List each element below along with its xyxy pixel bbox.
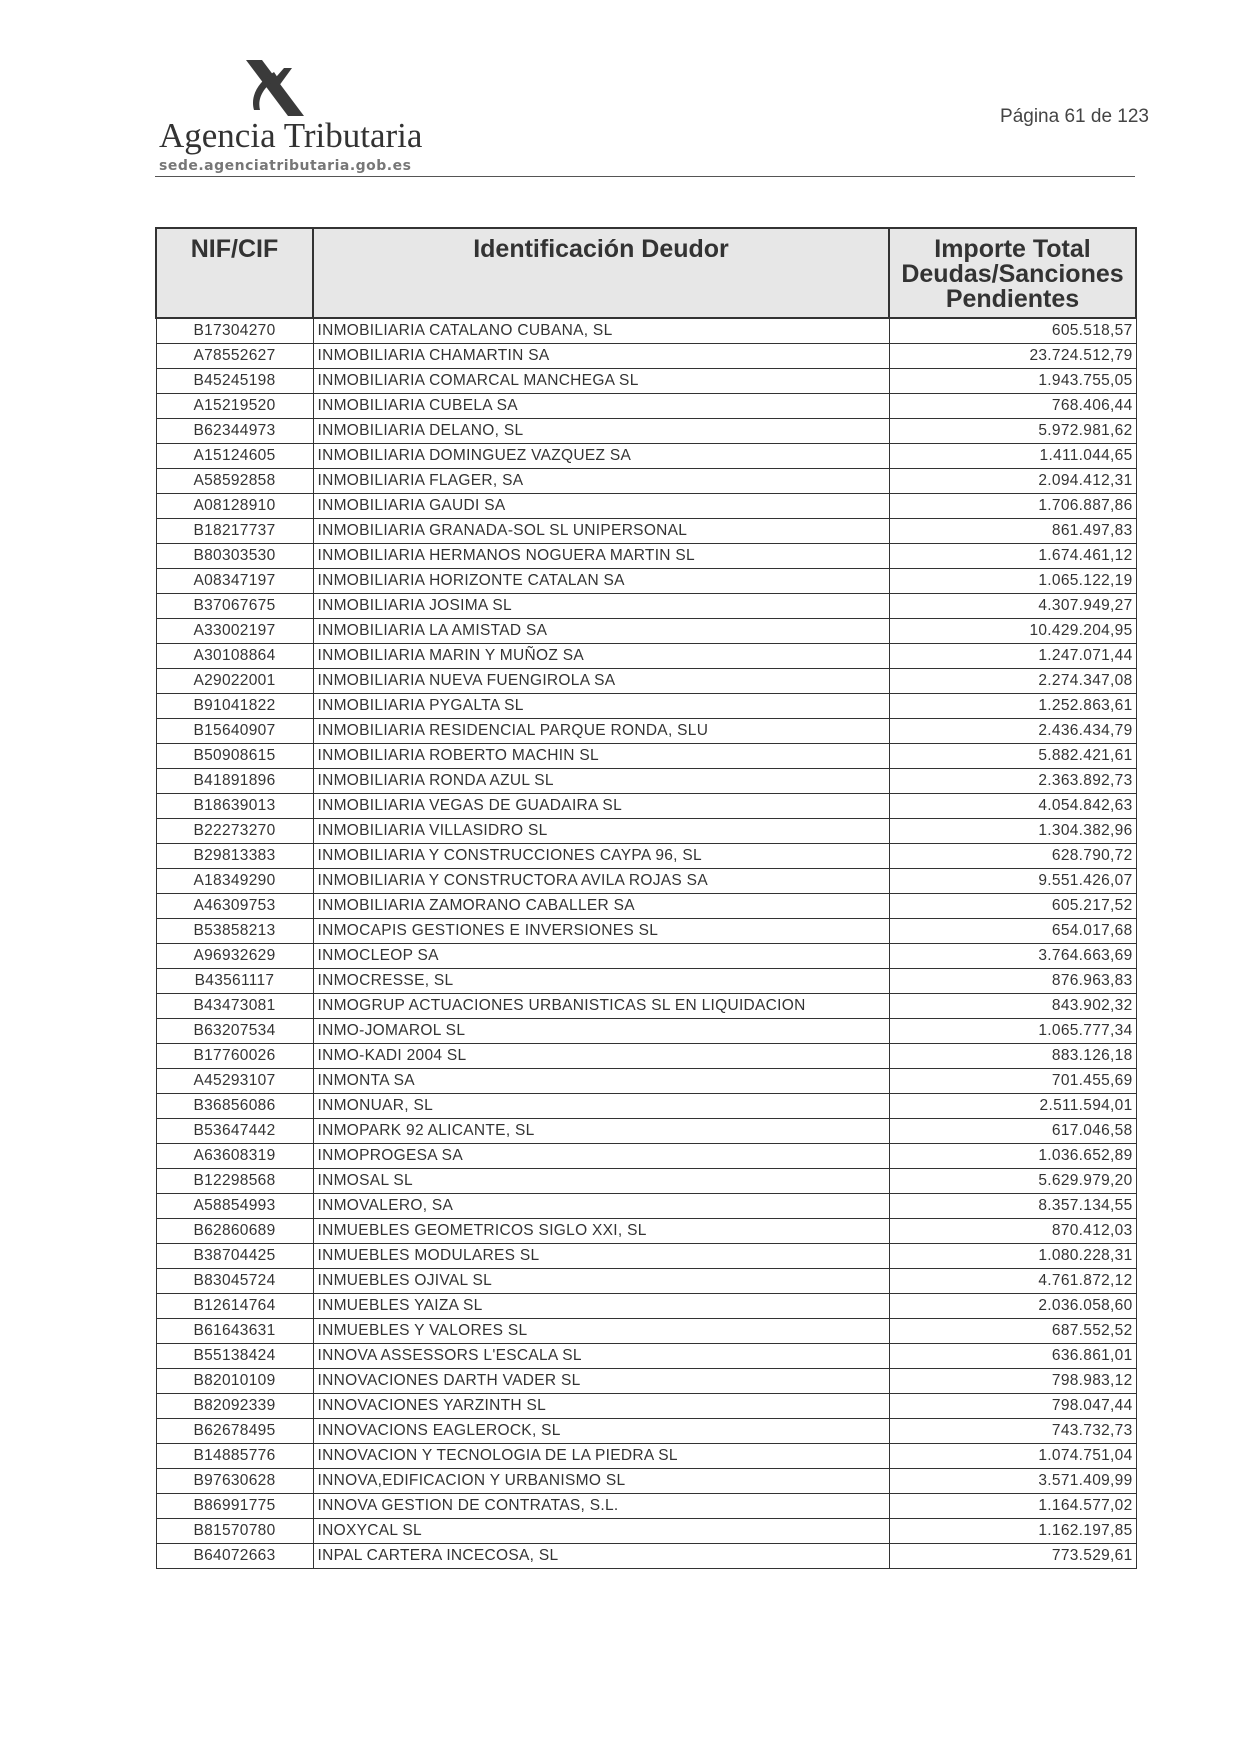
nif-cell: B37067675 xyxy=(156,594,313,619)
debtor-name-cell: INMOBILIARIA GRANADA-SOL SL UNIPERSONAL xyxy=(313,519,889,544)
table-row xyxy=(156,1069,1136,1094)
debtor-name-cell: INOXYCAL SL xyxy=(313,1519,889,1544)
nif-cell: A15124605 xyxy=(156,444,313,469)
column-header-debtor: Identificación Deudor xyxy=(313,228,889,318)
debtor-name-cell: INMO-JOMAROL SL xyxy=(313,1019,889,1044)
table-row xyxy=(156,694,1136,719)
table-row xyxy=(156,1194,1136,1219)
table-row xyxy=(156,1369,1136,1394)
table-row xyxy=(156,1244,1136,1269)
amount-cell: 1.304.382,96 xyxy=(889,819,1136,844)
debtor-name-cell: INMUEBLES Y VALORES SL xyxy=(313,1319,889,1344)
debtor-name-cell: INMOBILIARIA MARIN Y MUÑOZ SA xyxy=(313,644,889,669)
table-row xyxy=(156,1469,1136,1494)
table-row xyxy=(156,1019,1136,1044)
table-row xyxy=(156,744,1136,769)
amount-cell: 876.963,83 xyxy=(889,969,1136,994)
debtor-name-cell: INMONTA SA xyxy=(313,1069,889,1094)
debtor-name-cell: INMOBILIARIA NUEVA FUENGIROLA SA xyxy=(313,669,889,694)
nif-cell: B17304270 xyxy=(156,318,313,344)
table-row xyxy=(156,1494,1136,1519)
page-header xyxy=(155,60,1149,178)
nif-cell: B62860689 xyxy=(156,1219,313,1244)
debtor-name-cell: INPAL CARTERA INCECOSA, SL xyxy=(313,1544,889,1569)
column-header-nif: NIF/CIF xyxy=(156,228,313,318)
amount-cell: 1.162.197,85 xyxy=(889,1519,1136,1544)
table-row xyxy=(156,519,1136,544)
debtor-name-cell: INMOBILIARIA DOMINGUEZ VAZQUEZ SA xyxy=(313,444,889,469)
amount-cell: 870.412,03 xyxy=(889,1219,1136,1244)
nif-cell: B17760026 xyxy=(156,1044,313,1069)
nif-cell: B18217737 xyxy=(156,519,313,544)
debtor-name-cell: INMOBILIARIA HERMANOS NOGUERA MARTIN SL xyxy=(313,544,889,569)
amount-cell: 4.054.842,63 xyxy=(889,794,1136,819)
amount-cell: 2.274.347,08 xyxy=(889,669,1136,694)
agencia-tributaria-logo-icon xyxy=(240,60,310,118)
amount-cell: 23.724.512,79 xyxy=(889,344,1136,369)
table-row xyxy=(156,769,1136,794)
debtor-name-cell: INMOCAPIS GESTIONES E INVERSIONES SL xyxy=(313,919,889,944)
amount-cell: 4.761.872,12 xyxy=(889,1269,1136,1294)
nif-cell: B18639013 xyxy=(156,794,313,819)
debtor-name-cell: INMOBILIARIA CHAMARTIN SA xyxy=(313,344,889,369)
amount-cell: 628.790,72 xyxy=(889,844,1136,869)
debtor-name-cell: INMUEBLES MODULARES SL xyxy=(313,1244,889,1269)
amount-cell: 654.017,68 xyxy=(889,919,1136,944)
debtor-name-cell: INMOCLEOP SA xyxy=(313,944,889,969)
amount-cell: 1.065.122,19 xyxy=(889,569,1136,594)
nif-cell: A45293107 xyxy=(156,1069,313,1094)
table-row xyxy=(156,1344,1136,1369)
nif-cell: B50908615 xyxy=(156,744,313,769)
amount-cell: 3.571.409,99 xyxy=(889,1469,1136,1494)
nif-cell: B83045724 xyxy=(156,1269,313,1294)
nif-cell: B12298568 xyxy=(156,1169,313,1194)
nif-cell: B64072663 xyxy=(156,1544,313,1569)
amount-cell: 701.455,69 xyxy=(889,1069,1136,1094)
amount-cell: 1.943.755,05 xyxy=(889,369,1136,394)
debtor-name-cell: INMOBILIARIA LA AMISTAD SA xyxy=(313,619,889,644)
logo-url: sede.agenciatributaria.gob.es xyxy=(159,158,412,174)
header-divider xyxy=(155,176,1135,177)
nif-cell: B38704425 xyxy=(156,1244,313,1269)
debtor-name-cell: INNOVACIONS EAGLEROCK, SL xyxy=(313,1419,889,1444)
debtor-name-cell: INMOBILIARIA ROBERTO MACHIN SL xyxy=(313,744,889,769)
nif-cell: B15640907 xyxy=(156,719,313,744)
amount-cell: 1.074.751,04 xyxy=(889,1444,1136,1469)
debtor-name-cell: INMOVALERO, SA xyxy=(313,1194,889,1219)
nif-cell: A15219520 xyxy=(156,394,313,419)
amount-cell: 605.518,57 xyxy=(889,318,1136,344)
debtor-name-cell: INMOGRUP ACTUACIONES URBANISTICAS SL EN LIQUIDACION xyxy=(313,994,889,1019)
amount-cell: 5.972.981,62 xyxy=(889,419,1136,444)
amount-cell: 743.732,73 xyxy=(889,1419,1136,1444)
debtor-name-cell: INMOBILIARIA VILLASIDRO SL xyxy=(313,819,889,844)
table-row xyxy=(156,1094,1136,1119)
nif-cell: A58592858 xyxy=(156,469,313,494)
amount-cell: 861.497,83 xyxy=(889,519,1136,544)
table-row xyxy=(156,569,1136,594)
amount-cell: 687.552,52 xyxy=(889,1319,1136,1344)
table-row xyxy=(156,719,1136,744)
debtor-name-cell: INMOBILIARIA HORIZONTE CATALAN SA xyxy=(313,569,889,594)
nif-cell: B82010109 xyxy=(156,1369,313,1394)
nif-cell: B97630628 xyxy=(156,1469,313,1494)
amount-cell: 798.047,44 xyxy=(889,1394,1136,1419)
nif-cell: B81570780 xyxy=(156,1519,313,1544)
table-row xyxy=(156,594,1136,619)
table-header-row xyxy=(156,228,1136,318)
amount-cell: 1.247.071,44 xyxy=(889,644,1136,669)
table-row xyxy=(156,1519,1136,1544)
table-row xyxy=(156,619,1136,644)
debtor-name-cell: INMOBILIARIA GAUDI SA xyxy=(313,494,889,519)
table-row xyxy=(156,394,1136,419)
nif-cell: A29022001 xyxy=(156,669,313,694)
debtor-name-cell: INMOBILIARIA CUBELA SA xyxy=(313,394,889,419)
table-row xyxy=(156,819,1136,844)
amount-cell: 2.036.058,60 xyxy=(889,1294,1136,1319)
debtor-name-cell: INMUEBLES GEOMETRICOS SIGLO XXI, SL xyxy=(313,1219,889,1244)
debtor-name-cell: INMOPARK 92 ALICANTE, SL xyxy=(313,1119,889,1144)
amount-cell: 2.436.434,79 xyxy=(889,719,1136,744)
table-row xyxy=(156,1119,1136,1144)
nif-cell: B43473081 xyxy=(156,994,313,1019)
amount-cell: 798.983,12 xyxy=(889,1369,1136,1394)
nif-cell: B12614764 xyxy=(156,1294,313,1319)
logo-text: Agencia Tributaria xyxy=(159,116,423,155)
table-row xyxy=(156,1044,1136,1069)
page-number: Página 61 de 123 xyxy=(1000,106,1149,127)
debtor-name-cell: INNOVA ASSESSORS L'ESCALA SL xyxy=(313,1344,889,1369)
nif-cell: A08128910 xyxy=(156,494,313,519)
amount-cell: 8.357.134,55 xyxy=(889,1194,1136,1219)
nif-cell: B53647442 xyxy=(156,1119,313,1144)
table-row xyxy=(156,1444,1136,1469)
table-row xyxy=(156,969,1136,994)
table-row xyxy=(156,794,1136,819)
nif-cell: B41891896 xyxy=(156,769,313,794)
amount-cell: 3.764.663,69 xyxy=(889,944,1136,969)
table-row xyxy=(156,919,1136,944)
nif-cell: A30108864 xyxy=(156,644,313,669)
table-row xyxy=(156,1294,1136,1319)
table-row xyxy=(156,444,1136,469)
nif-cell: B22273270 xyxy=(156,819,313,844)
nif-cell: B45245198 xyxy=(156,369,313,394)
nif-cell: B55138424 xyxy=(156,1344,313,1369)
debtor-name-cell: INMUEBLES OJIVAL SL xyxy=(313,1269,889,1294)
nif-cell: B91041822 xyxy=(156,694,313,719)
nif-cell: A63608319 xyxy=(156,1144,313,1169)
debtor-name-cell: INNOVA,EDIFICACION Y URBANISMO SL xyxy=(313,1469,889,1494)
nif-cell: B86991775 xyxy=(156,1494,313,1519)
nif-cell: B80303530 xyxy=(156,544,313,569)
table-row xyxy=(156,944,1136,969)
debtor-name-cell: INMOBILIARIA ZAMORANO CABALLER SA xyxy=(313,894,889,919)
debtor-name-cell: INMO-KADI 2004 SL xyxy=(313,1044,889,1069)
amount-cell: 1.065.777,34 xyxy=(889,1019,1136,1044)
amount-cell: 1.164.577,02 xyxy=(889,1494,1136,1519)
amount-cell: 1.036.652,89 xyxy=(889,1144,1136,1169)
amount-cell: 2.363.892,73 xyxy=(889,769,1136,794)
debtor-name-cell: INNOVACIONES DARTH VADER SL xyxy=(313,1369,889,1394)
table-row xyxy=(156,1269,1136,1294)
table-row xyxy=(156,844,1136,869)
nif-cell: A18349290 xyxy=(156,869,313,894)
table-row xyxy=(156,318,1136,344)
debtor-name-cell: INMOBILIARIA RONDA AZUL SL xyxy=(313,769,889,794)
amount-cell: 605.217,52 xyxy=(889,894,1136,919)
nif-cell: B14885776 xyxy=(156,1444,313,1469)
debtor-name-cell: INMONUAR, SL xyxy=(313,1094,889,1119)
amount-cell: 1.674.461,12 xyxy=(889,544,1136,569)
nif-cell: B62344973 xyxy=(156,419,313,444)
table-row xyxy=(156,369,1136,394)
debtor-name-cell: INMOBILIARIA VEGAS DE GUADAIRA SL xyxy=(313,794,889,819)
debtor-name-cell: INMOBILIARIA RESIDENCIAL PARQUE RONDA, SLU xyxy=(313,719,889,744)
table-row xyxy=(156,1394,1136,1419)
debtor-name-cell: INMOSAL SL xyxy=(313,1169,889,1194)
amount-cell: 1.252.863,61 xyxy=(889,694,1136,719)
column-header-amount: Importe Total Deudas/Sanciones Pendientes xyxy=(889,228,1136,318)
table-row xyxy=(156,494,1136,519)
nif-cell: B82092339 xyxy=(156,1394,313,1419)
debtor-name-cell: INMOCRESSE, SL xyxy=(313,969,889,994)
nif-cell: A33002197 xyxy=(156,619,313,644)
nif-cell: B29813383 xyxy=(156,844,313,869)
debtor-name-cell: INMOBILIARIA CATALANO CUBANA, SL xyxy=(313,318,889,344)
debtor-name-cell: INMOPROGESA SA xyxy=(313,1144,889,1169)
table-row xyxy=(156,869,1136,894)
debtor-name-cell: INMUEBLES YAIZA SL xyxy=(313,1294,889,1319)
amount-cell: 1.080.228,31 xyxy=(889,1244,1136,1269)
debtor-name-cell: INNOVACION Y TECNOLOGIA DE LA PIEDRA SL xyxy=(313,1444,889,1469)
debtor-name-cell: INMOBILIARIA FLAGER, SA xyxy=(313,469,889,494)
table-row xyxy=(156,1319,1136,1344)
table-row xyxy=(156,1219,1136,1244)
debtor-name-cell: INMOBILIARIA COMARCAL MANCHEGA SL xyxy=(313,369,889,394)
amount-cell: 636.861,01 xyxy=(889,1344,1136,1369)
amount-cell: 1.411.044,65 xyxy=(889,444,1136,469)
table-row xyxy=(156,1544,1136,1569)
nif-cell: A08347197 xyxy=(156,569,313,594)
nif-cell: A46309753 xyxy=(156,894,313,919)
amount-cell: 2.094.412,31 xyxy=(889,469,1136,494)
table-row xyxy=(156,469,1136,494)
debtor-name-cell: INMOBILIARIA Y CONSTRUCTORA AVILA ROJAS SA xyxy=(313,869,889,894)
amount-cell: 2.511.594,01 xyxy=(889,1094,1136,1119)
table-row xyxy=(156,994,1136,1019)
table-row xyxy=(156,544,1136,569)
table-row xyxy=(156,1169,1136,1194)
nif-cell: A78552627 xyxy=(156,344,313,369)
amount-cell: 768.406,44 xyxy=(889,394,1136,419)
amount-cell: 5.629.979,20 xyxy=(889,1169,1136,1194)
amount-cell: 883.126,18 xyxy=(889,1044,1136,1069)
nif-cell: B61643631 xyxy=(156,1319,313,1344)
nif-cell: B53858213 xyxy=(156,919,313,944)
amount-cell: 843.902,32 xyxy=(889,994,1136,1019)
nif-cell: B63207534 xyxy=(156,1019,313,1044)
amount-cell: 4.307.949,27 xyxy=(889,594,1136,619)
debtor-name-cell: INNOVACIONES YARZINTH SL xyxy=(313,1394,889,1419)
debtor-name-cell: INMOBILIARIA Y CONSTRUCCIONES CAYPA 96, SL xyxy=(313,844,889,869)
nif-cell: B36856086 xyxy=(156,1094,313,1119)
table-row xyxy=(156,644,1136,669)
amount-cell: 1.706.887,86 xyxy=(889,494,1136,519)
debtors-table xyxy=(155,227,1137,1569)
debtor-name-cell: INMOBILIARIA JOSIMA SL xyxy=(313,594,889,619)
amount-cell: 9.551.426,07 xyxy=(889,869,1136,894)
table-row xyxy=(156,419,1136,444)
table-row xyxy=(156,1144,1136,1169)
amount-cell: 10.429.204,95 xyxy=(889,619,1136,644)
nif-cell: B62678495 xyxy=(156,1419,313,1444)
nif-cell: B43561117 xyxy=(156,969,313,994)
amount-cell: 773.529,61 xyxy=(889,1544,1136,1569)
debtor-name-cell: INMOBILIARIA DELANO, SL xyxy=(313,419,889,444)
table-row xyxy=(156,894,1136,919)
table-row xyxy=(156,669,1136,694)
amount-cell: 5.882.421,61 xyxy=(889,744,1136,769)
debtor-name-cell: INNOVA GESTION DE CONTRATAS, S.L. xyxy=(313,1494,889,1519)
nif-cell: A96932629 xyxy=(156,944,313,969)
debtor-name-cell: INMOBILIARIA PYGALTA SL xyxy=(313,694,889,719)
table-row xyxy=(156,344,1136,369)
table-row xyxy=(156,1419,1136,1444)
amount-cell: 617.046,58 xyxy=(889,1119,1136,1144)
nif-cell: A58854993 xyxy=(156,1194,313,1219)
